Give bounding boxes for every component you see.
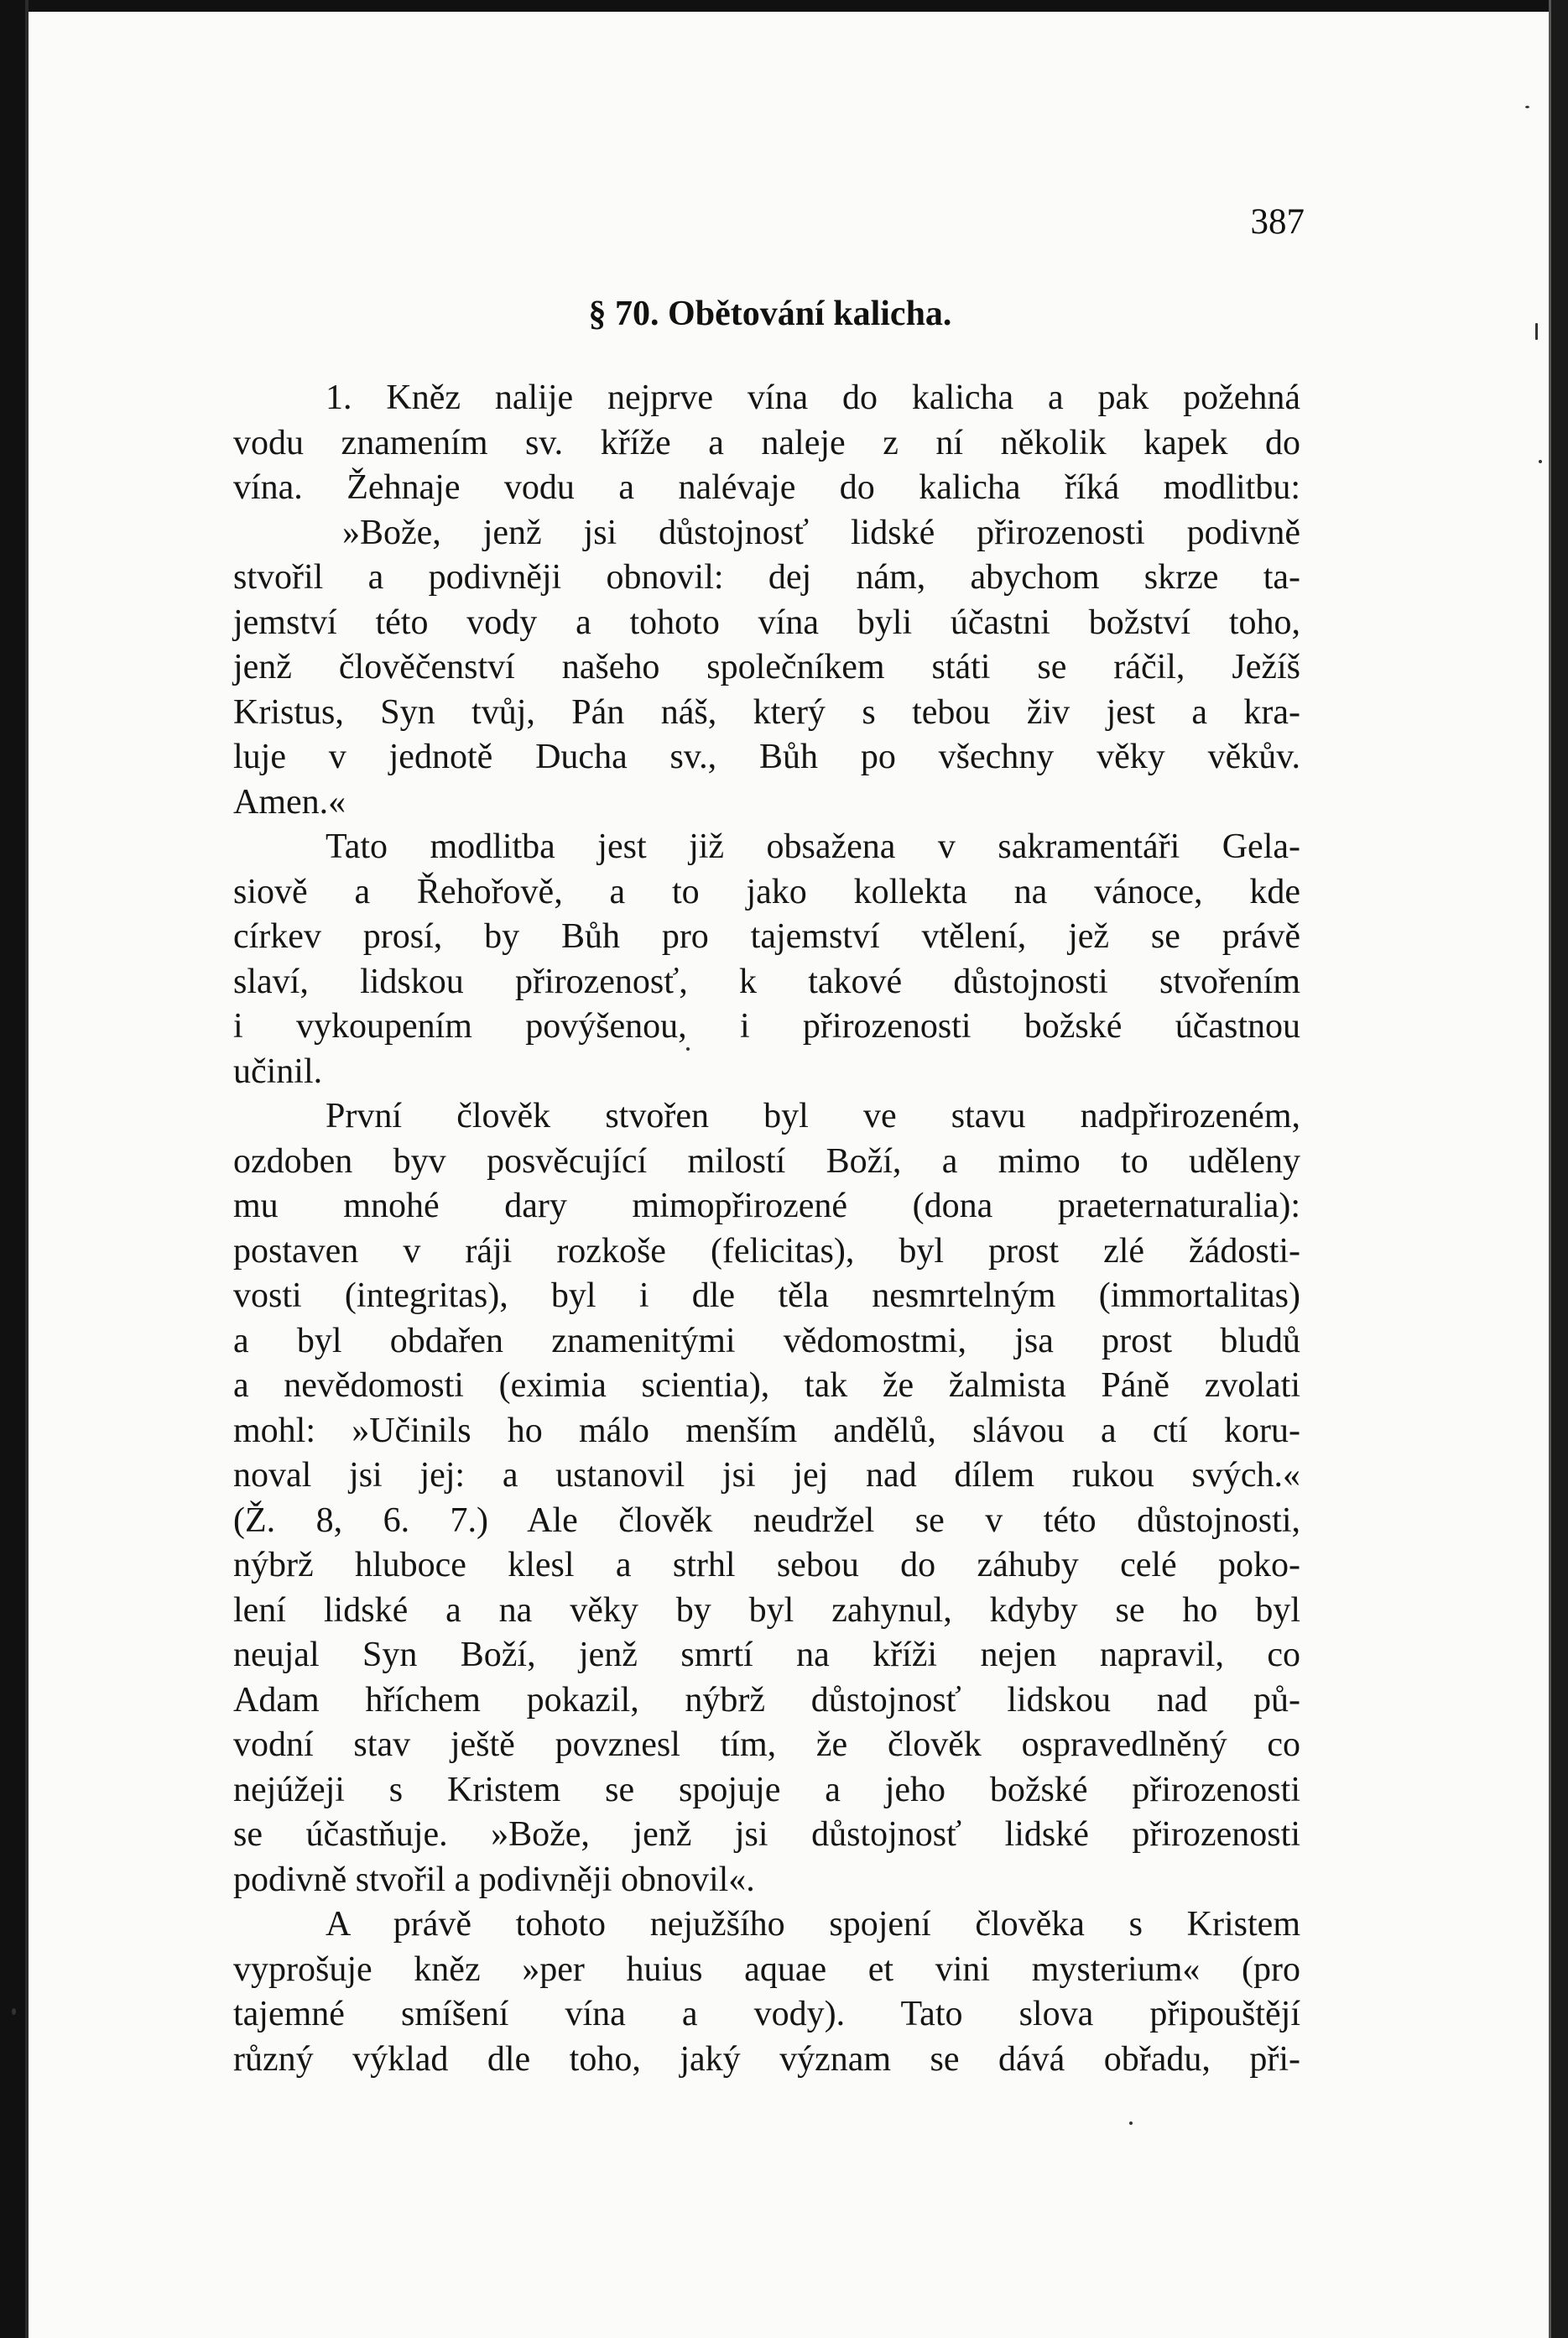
text-line: a byl obdařen znamenitými vědomostmi, jsa prost bludů (233, 1321, 1300, 1360)
text-line: mu mnohé dary mimopřirozené (dona praeternaturalia): (233, 1187, 1300, 1225)
text-line: nejúžeji s Kristem se spojuje a jeho božské přirozenosti (233, 1770, 1300, 1809)
text-line: Kristus, Syn tvůj, Pán náš, který s tebou živ jest a kra- (233, 692, 1300, 732)
text-line: lení lidské a na věky by byl zahynul, kdyby se ho byl (233, 1590, 1300, 1630)
text-line: nýbrž hluboce klesl a strhl sebou do záhuby celé poko- (233, 1546, 1300, 1584)
page-edge-left-inner (25, 0, 29, 2338)
text-line: neujal Syn Boží, jenž smrtí na kříži nejen napravil, co (233, 1636, 1300, 1674)
text-line: A právě tohoto nejužšího spojení člověka s Kristem (326, 1905, 1300, 1944)
scan-speck (12, 2008, 16, 2015)
text-line: jenž člověčenství našeho společníkem státi se ráčil, Ježíš (233, 648, 1300, 686)
text-line: postaven v ráji rozkoše (felicitas), byl prost zlé žádosti- (233, 1231, 1300, 1271)
page-number: 387 (1250, 202, 1305, 242)
text-line: »Bože, jenž jsi důstojnosť lidské přirozenosti podivně (342, 513, 1300, 552)
text-line: siově a Řehořově, a to jako kollekta na vánoce, kde (233, 872, 1300, 911)
text-line: učinil. (233, 1052, 323, 1091)
text-line: luje v jednotě Ducha sv., Bůh po všechny věky věkův. (233, 738, 1300, 776)
text-line: i vykoupením povýšenou, i přirozenosti božské účastnou (233, 1007, 1300, 1046)
scan-speck (1535, 323, 1538, 340)
text-line: mohl: »Učinils ho málo menším andělů, slávou a ctí koru- (233, 1411, 1300, 1450)
text-line: církev prosí, by Bůh pro tajemství vtělení, jež se právě (233, 917, 1300, 956)
text-line: vodu znamením sv. kříže a naleje z ní několik kapek do (233, 423, 1300, 462)
text-line: Adam hříchem pokazil, nýbrž důstojnosť lidskou nad pů- (233, 1680, 1300, 1720)
text-line: stvořil a podivněji obnovil: dej nám, abychom skrze ta- (233, 558, 1300, 597)
text-line: vosti (integritas), byl i dle těla nesmrtelným (immortalitas) (233, 1276, 1300, 1315)
text-line: vína. Žehnaje vodu a nalévaje do kalicha říká modlitbu: (233, 468, 1300, 507)
scan-speck (1525, 106, 1529, 108)
page-edge-top (25, 0, 1551, 12)
text-line: ozdoben byv posvěcující milostí Boží, a mimo to uděleny (233, 1141, 1300, 1181)
text-line: tajemné smíšení vína a vody). Tato slova připouštějí (233, 1995, 1300, 2033)
page-edge-right (1551, 0, 1568, 2338)
text-line: vodní stav ještě povznesl tím, že člověk ospravedlněný co (233, 1725, 1300, 1764)
text-line: se účastňuje. »Bože, jenž jsi důstojnosť lidské přirozenosti (233, 1815, 1300, 1854)
text-line: Tato modlitba jest již obsažena v sakramentáři Gela- (326, 827, 1300, 866)
text-line: podivně stvořil a podivněji obnovil«. (233, 1860, 755, 1899)
text-line: noval jsi jej: a ustanovil jsi jej nad dílem rukou svých.« (233, 1456, 1300, 1495)
body-text (233, 376, 1300, 2082)
text-line: jemství této vody a tohoto vína byli účastni božství toho, (233, 603, 1300, 642)
text-line: a nevědomosti (eximia scientia), tak že žalmista Páně zvolati (233, 1366, 1300, 1405)
text-line: První člověk stvořen byl ve stavu nadpřirozeném, (326, 1097, 1300, 1135)
section-title: § 70. Obětování kalicha. (588, 295, 952, 333)
text-line: různý výklad dle toho, jaký význam se dává obřadu, při- (233, 2039, 1300, 2079)
text-line: 1. Kněz nalije nejprve vína do kalicha a pak požehná (326, 378, 1300, 417)
text-line: (Ž. 8, 6. 7.) Ale člověk neudržel se v této důstojnosti, (233, 1500, 1300, 1540)
text-line: Amen.« (233, 782, 346, 822)
scan-speck (1539, 460, 1542, 463)
page-edge-right-inner (1549, 0, 1551, 2338)
page-edge-left (0, 0, 25, 2338)
text-line: slaví, lidskou přirozenosť, k takové důstojnosti stvořením (233, 962, 1300, 1001)
scan-speck (1129, 2121, 1133, 2125)
text-line: vyprošuje kněz »per huius aquae et vini mysterium« (pro (233, 1949, 1300, 1989)
